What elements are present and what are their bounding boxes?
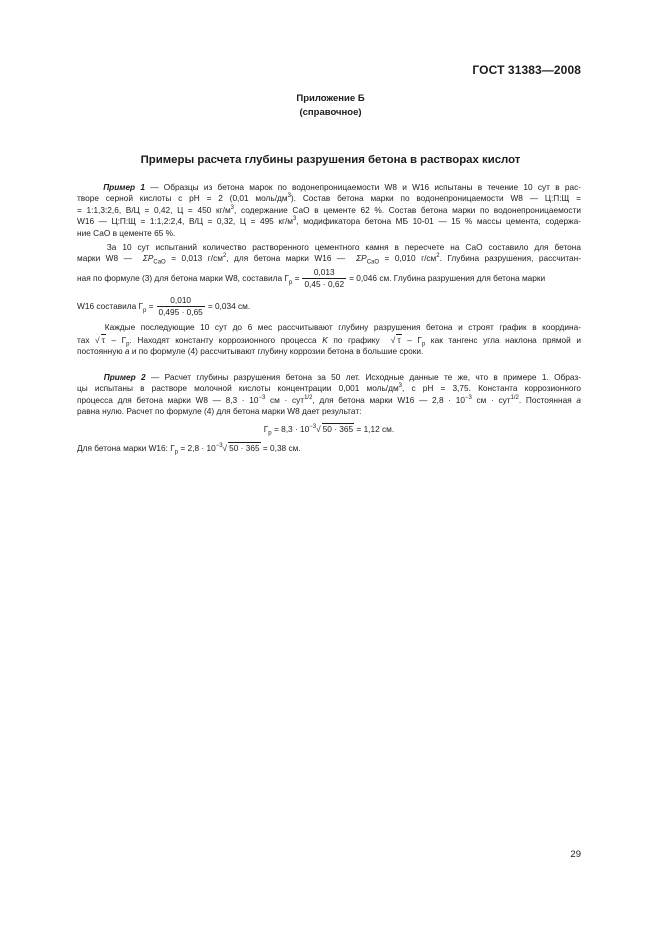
standard-number: ГОСТ 31383—2008 [472, 63, 581, 77]
sqrt-tau-2: τ [397, 334, 401, 345]
example-1-label: Пример 1 [103, 182, 145, 192]
example-1-line-4: W16 — Ц:П:Щ = 1:1,2:2,4, В/Ц = 0,32, Ц = 495 $кг/м^3$, модификатора бетона МБ 10-01 — 15 % массы цемента, содержа- [77, 216, 581, 227]
example-1-line-2: творе серной кислоты с рН = 2 (0,01 моль/$дм^3$). Состав бетона марки по водонепроницаемости W8 — Ц:П:Щ = [77, 193, 581, 204]
annex-title: Приложение Б [296, 93, 365, 104]
sqrt-tau: τ [101, 334, 105, 345]
fraction-w16: $\frac{0,010}{0,495 \cdot 0,65}$ [158, 294, 203, 318]
paragraph-3-line-1: Каждые последующие 10 сут до 6 мес рассчитывают глубину разрушения бетона и строят график в координа- [104, 322, 581, 333]
example-1-line-1: Пример 1 — Образцы из бетона марок по водонепроницаемости W8 и W16 испытаны в течение 10 сут в рас- [103, 182, 581, 192]
paragraph-2-line-2: марки W8 — $\Sigma P_{CaO} = 0,013$ $г/см^2$, для бетона марки W16 — $\Sigma P_{CaO} = 0,010$ $г/см^2$. Глубина разрушения, рассчитан- [77, 253, 581, 267]
document-body [77, 182, 581, 454]
fraction-w8: $\frac{0,013}{0,45 \cdot 0,62}$ [304, 266, 345, 290]
example-1-line-5: ние СаО в цементе 65 %. [77, 227, 176, 238]
example-2-line-2: цы испытаны в растворе молочной кислоты концентрации 0,001 моль/$дм^3$, с рН = 3,75. Константа коррозионного [77, 383, 581, 394]
paragraph-2-line-4: W16 составила $Г_р$ = $\frac{0,010}{0,495 \cdot 0,65}$ = 0,034 см. [77, 294, 251, 318]
formula-w16: Для бетона марки W16: $Г_р = 2,8 \cdot 10^{-3}√$ 50 · 365 = 0,38 см. [77, 442, 301, 456]
example-2 [77, 372, 581, 454]
page-number: 29 [570, 849, 581, 860]
paragraph-2-line-3: ная по формуле (3) для бетона марки W8, составила $Г_р$ = $\frac{0,013}{0,45 \cdot 0,62}$ = 0,046 см. Глубина разрушения для бетона марки [77, 266, 546, 290]
formula-w8: $Г_р = 8,3 \cdot 10^{-3}√$ 50 · 365 = 1,12 см. [263, 424, 395, 437]
example-2-label: Пример 2 [103, 371, 146, 382]
example-1-line-3: = 1:1,3:2,6, В/Ц = 0,42, Ц = 450 $кг/м^3$, содержание СаО в цементе 62 %. Состав бетона марки по водонепроницаемости [77, 204, 582, 215]
example-1 [77, 182, 581, 239]
paragraph-3 [77, 322, 581, 357]
section-title: Примеры расчета глубины разрушения бетона в растворах кислот [140, 154, 521, 166]
paragraph-3-line-3: постоянную a и по формуле (4) рассчитывают глубину коррозии бетона в большие сроки. [77, 346, 424, 357]
annex-heading [0, 92, 661, 120]
annex-type: (справочное) [299, 107, 362, 118]
example-2-line-4: равна нулю. Расчет по формуле (4) для бетона марки W8 дает результат: [77, 405, 362, 416]
paragraph-3-line-2: тах √ τ – $Г_р$. Находят константу коррозионного процесса K по графику √ τ – $Г_р$ как тангенс угла наклона прямой и [77, 334, 582, 348]
paragraph-2-line-1: За 10 сут испытаний количество растворенного цементного камня в пересчете на СаО составило для бетона [106, 242, 581, 253]
paragraph-2 [77, 242, 581, 318]
example-2-line-1: Пример 2 — Расчет глубины разрушения бетона за 50 лет. Исходные данные те же, что в примере 1. Образ- [103, 371, 581, 382]
example-2-line-3: процесса для бетона марки W8 — $8,3 \cdot 10^{-3}$ см · сут$^{1/2}$, для бетона марки W16 — $2,8 \cdot 10^{-3}$ см · сут$^{1/2}$. Постоянная a [77, 394, 581, 405]
